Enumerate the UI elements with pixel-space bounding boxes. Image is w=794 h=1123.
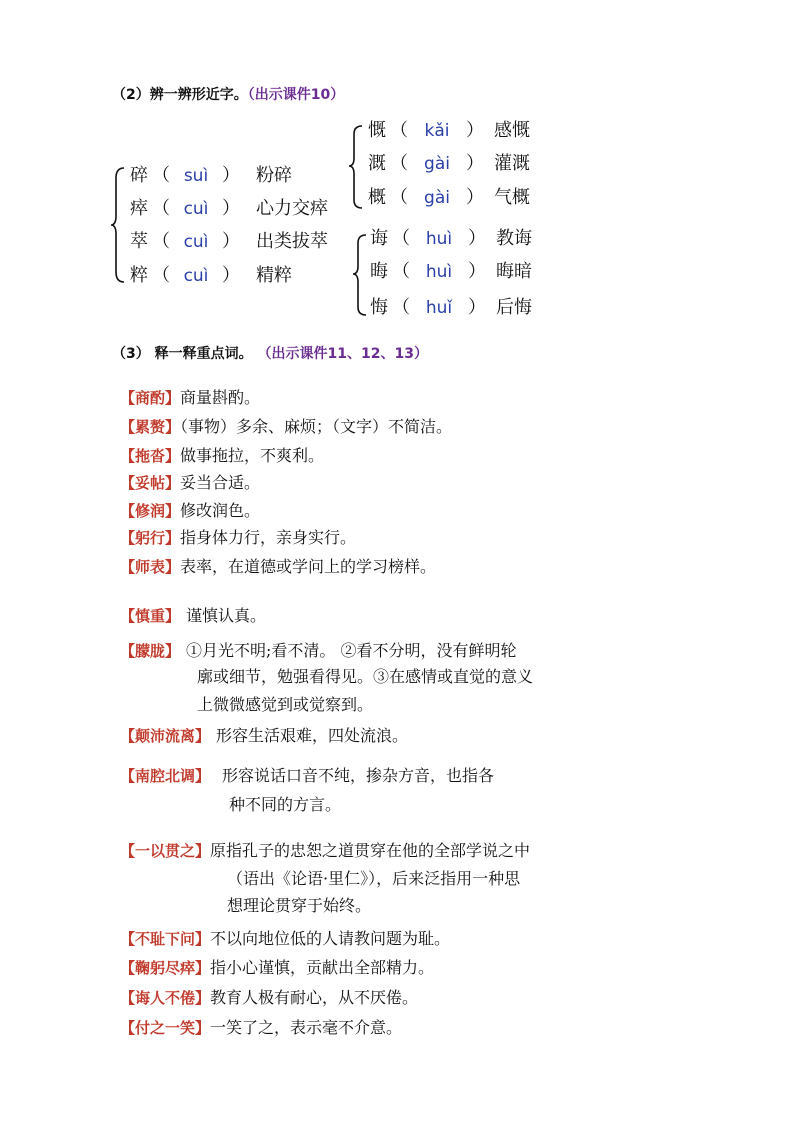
pinyin: cuì — [183, 232, 209, 252]
term-definition: 谨慎认真。 — [186, 606, 267, 625]
pinyin: huì — [425, 262, 453, 282]
term-entry — [120, 985, 418, 1008]
char: 晦 — [370, 261, 388, 282]
term-definition: 妥当合适。 — [180, 473, 261, 492]
char: 溉 — [368, 153, 386, 174]
term-definition: 做事拖拉，不爽利。 — [180, 446, 325, 465]
term-definition-continued: 想理论贯穿于始终。 — [227, 896, 372, 915]
term-label: 【诲人不倦】 — [120, 989, 211, 1007]
term-label: 【累赘】 — [120, 418, 181, 436]
term-entry — [120, 723, 408, 746]
term-entry — [120, 603, 266, 626]
word: 气概 — [494, 187, 530, 208]
word: 感慨 — [494, 120, 530, 141]
term-definition: 指小心谨慎，贡献出全部精力。 — [210, 958, 435, 977]
left-brace — [110, 166, 126, 284]
term-definition: 形容说话口音不纯，掺杂方音，也指各 — [222, 766, 495, 785]
pinyin: cuì — [183, 266, 209, 286]
pinyin: gài — [424, 188, 450, 208]
term-definition-continued: （语出《论语·里仁》），后来泛指用一种思 — [227, 869, 521, 888]
term-label: 【一以贯之】 — [120, 842, 211, 860]
section-3-label: （3） 释一释重点词。 — [112, 346, 253, 362]
term-label: 【颠沛流离】 — [120, 727, 211, 745]
word: 晦暗 — [496, 261, 532, 282]
pinyin: huǐ — [425, 298, 453, 318]
char: 悔 — [370, 297, 388, 318]
char: 萃 — [130, 231, 148, 252]
term-entry — [120, 525, 356, 548]
right-top-brace — [348, 124, 364, 210]
word: 心力交瘁 — [256, 198, 328, 219]
term-definition: 形容生活艰难，四处流浪。 — [216, 726, 409, 745]
term-label: 【鞠躬尽瘁】 — [120, 959, 211, 977]
pinyin: suì — [183, 166, 209, 186]
char: 瘁 — [130, 198, 148, 219]
term-label: 【商酌】 — [120, 389, 181, 407]
term-entry — [120, 955, 434, 978]
term-label: 【躬行】 — [120, 529, 181, 547]
term-definition: 不以向地位低的人请教问题为耻。 — [210, 929, 451, 948]
term-definition: 表率，在道德或学问上的学习榜样。 — [180, 557, 437, 576]
right-bottom-row-3: 悔 （ huǐ ） 后悔 — [370, 297, 532, 318]
left-row-3: 萃 （ cuì ） 出类拔萃 — [130, 231, 328, 252]
right-top-row-3: 概 （ gài ） 气概 — [368, 187, 530, 208]
word: 教诲 — [496, 228, 532, 249]
term-entry — [120, 763, 494, 786]
word: 精粹 — [256, 265, 292, 286]
word: 后悔 — [496, 297, 532, 318]
term-entry — [120, 554, 436, 577]
term-label: 【师表】 — [120, 558, 181, 576]
term-definition-continued: 上微微感觉到或觉察到。 — [197, 695, 374, 714]
term-definition: 原指孔子的忠恕之道贯穿在他的全部学说之中 — [210, 841, 531, 860]
pinyin: kǎi — [424, 121, 450, 141]
term-entry — [120, 414, 452, 437]
pinyin: huì — [425, 229, 453, 249]
right-bottom-row-1: 诲 （ huì ） 教诲 — [370, 228, 532, 249]
right-bottom-brace — [352, 233, 368, 317]
char: 碎 — [130, 165, 148, 186]
term-entry — [120, 838, 530, 861]
term-definition: 一笑了之，表示毫不介意。 — [210, 1018, 403, 1037]
term-definition: 修改润色。 — [180, 501, 261, 520]
section-2-note: （出示课件10） — [247, 87, 345, 103]
term-definition-continued: 种不同的方言。 — [229, 795, 342, 814]
term-entry — [120, 498, 260, 521]
section-3-heading — [112, 343, 428, 363]
term-label: 【拖沓】 — [120, 447, 181, 465]
char: 慨 — [368, 120, 386, 141]
term-entry — [120, 638, 517, 661]
term-label: 【不耻下问】 — [120, 930, 211, 948]
word: 灌溉 — [494, 153, 530, 174]
word: 粉碎 — [256, 165, 292, 186]
right-top-row-2: 溉 （ gài ） 灌溉 — [368, 153, 530, 174]
word: 出类拔萃 — [256, 231, 328, 252]
section-3-note: （出示课件11、12、13） — [257, 346, 428, 362]
char: 粹 — [130, 265, 148, 286]
pinyin: cuì — [183, 199, 209, 219]
section-2-label: （2）辨一辨形近字。 — [112, 87, 248, 103]
term-entry — [120, 443, 324, 466]
term-label: 【付之一笑】 — [120, 1019, 211, 1037]
term-definition: ①月光不明;看不清。 ②看不分明，没有鲜明轮 — [186, 641, 517, 660]
left-row-4: 粹 （ cuì ） 精粹 — [130, 265, 292, 286]
term-label: 【朦胧】 — [120, 642, 181, 660]
term-definition: 教育人极有耐心，从不厌倦。 — [210, 988, 419, 1007]
term-label: 【修润】 — [120, 502, 181, 520]
term-entry — [120, 470, 260, 493]
term-entry — [120, 926, 450, 949]
left-row-2: 瘁 （ cuì ） 心力交瘁 — [130, 198, 328, 219]
left-row-1: 碎 （ suì ） 粉碎 — [130, 165, 292, 186]
term-definition: 商量斟酌。 — [180, 388, 261, 407]
char: 诲 — [370, 228, 388, 249]
term-definition-continued: 廓或细节，勉强看得见。③在感情或直觉的意义 — [197, 667, 534, 686]
term-entry — [120, 1015, 402, 1038]
right-top-row-1: 慨 （ kǎi ） 感慨 — [368, 120, 530, 141]
pinyin: gài — [424, 154, 450, 174]
term-definition: （事物）多余、麻烦；（文字）不简洁。 — [180, 417, 453, 436]
term-entry — [120, 385, 260, 408]
term-label: 【妥帖】 — [120, 474, 181, 492]
char: 概 — [368, 187, 386, 208]
term-label: 【南腔北调】 — [120, 767, 211, 785]
term-definition: 指身体力行，亲身实行。 — [180, 528, 357, 547]
term-label: 【慎重】 — [120, 607, 181, 625]
section-2-heading — [112, 84, 344, 104]
right-bottom-row-2: 晦 （ huì ） 晦暗 — [370, 261, 532, 282]
